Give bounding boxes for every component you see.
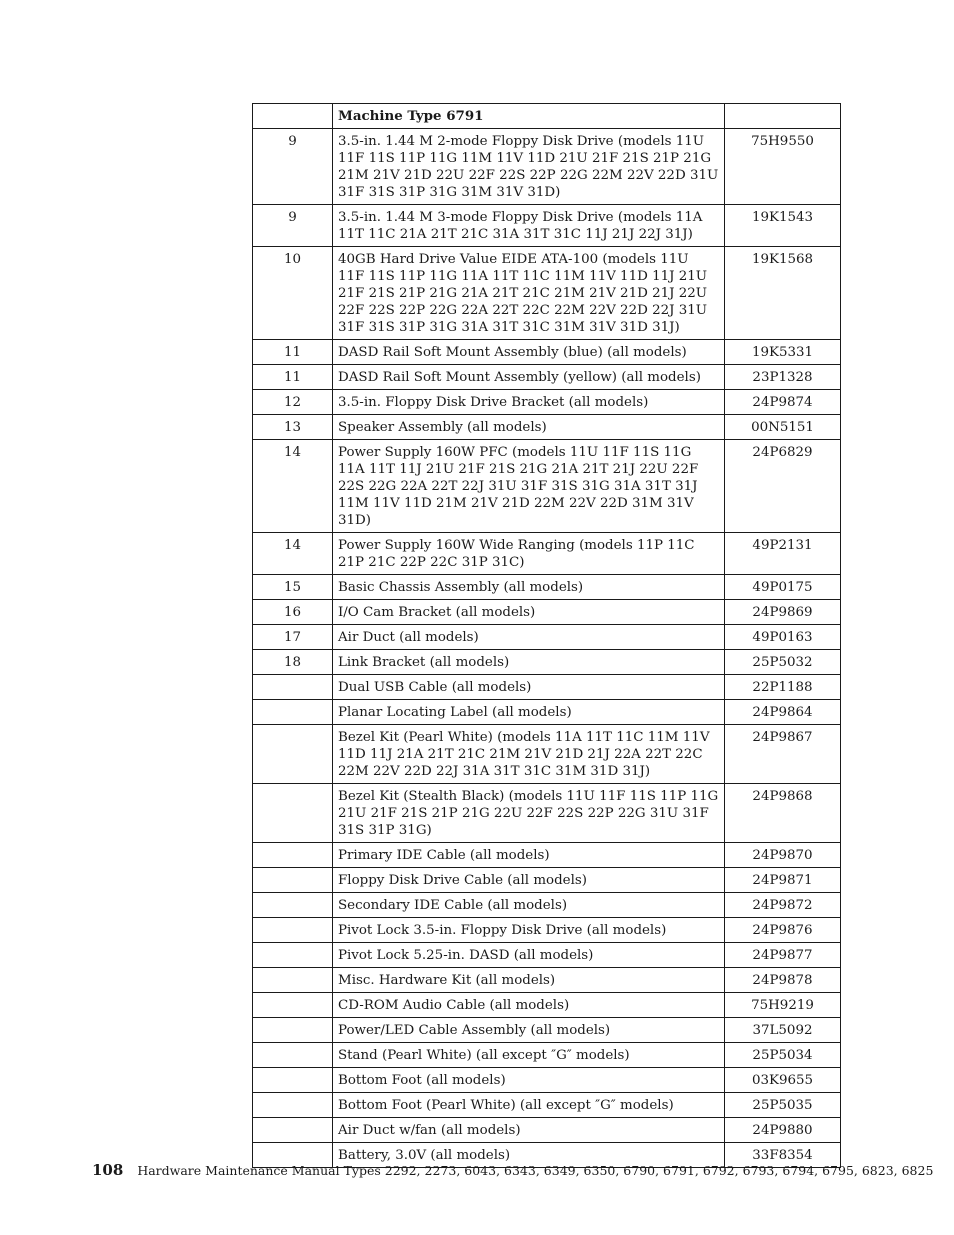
- fru-number-cell: 24P9878: [725, 968, 841, 993]
- description-cell: Pivot Lock 3.5-in. Floppy Disk Drive (all models): [333, 918, 725, 943]
- page-number: 108: [92, 1161, 124, 1179]
- table-row: [253, 843, 841, 868]
- description-cell: I/O Cam Bracket (all models): [333, 600, 725, 625]
- description-cell: 3.5-in. Floppy Disk Drive Bracket (all models): [333, 390, 725, 415]
- fru-number-cell: 19K1568: [725, 247, 841, 340]
- table-row: [253, 1043, 841, 1068]
- index-cell: [253, 993, 333, 1018]
- fru-number-cell: 75H9219: [725, 993, 841, 1018]
- table-row: [253, 205, 841, 247]
- fru-number-cell: 24P6829: [725, 440, 841, 533]
- description-cell: Bezel Kit (Stealth Black) (models 11U 11F 11S 11P 11G 21U 21F 21S 21P 21G 22U 22F 22S 22P 22G 31U 31F 31S 31P 31G): [333, 784, 725, 843]
- fru-number-cell: 24P9877: [725, 943, 841, 968]
- description-cell: Bottom Foot (all models): [333, 1068, 725, 1093]
- index-cell: [253, 968, 333, 993]
- description-cell: Stand (Pearl White) (all except ″G″ models): [333, 1043, 725, 1068]
- description-cell: Dual USB Cable (all models): [333, 675, 725, 700]
- fru-number-cell: 24P9868: [725, 784, 841, 843]
- fru-number-cell: 24P9880: [725, 1118, 841, 1143]
- table-row: [253, 365, 841, 390]
- fru-number-cell: 49P0163: [725, 625, 841, 650]
- fru-number-cell: 24P9870: [725, 843, 841, 868]
- index-cell: [253, 1118, 333, 1143]
- fru-number-cell: 24P9864: [725, 700, 841, 725]
- description-cell: Secondary IDE Cable (all models): [333, 893, 725, 918]
- table-row: [253, 1068, 841, 1093]
- index-cell: [253, 893, 333, 918]
- fru-number-cell: 00N5151: [725, 415, 841, 440]
- description-cell: Bezel Kit (Pearl White) (models 11A 11T 11C 11M 11V 11D 11J 21A 21T 21C 21M 21V 21D 21J 22A 22T 22C 22M 22V 22D 22J 31A 31T 31C 31M 31D 31J): [333, 725, 725, 784]
- index-cell: 11: [253, 365, 333, 390]
- index-cell: 11: [253, 340, 333, 365]
- index-cell: [253, 943, 333, 968]
- fru-number-cell: 24P9869: [725, 600, 841, 625]
- header-index-cell: [253, 104, 333, 129]
- index-cell: 14: [253, 440, 333, 533]
- description-cell: Pivot Lock 5.25-in. DASD (all models): [333, 943, 725, 968]
- table-row: [253, 784, 841, 843]
- index-cell: [253, 1068, 333, 1093]
- fru-number-cell: 23P1328: [725, 365, 841, 390]
- table-row: [253, 943, 841, 968]
- fru-number-cell: 25P5035: [725, 1093, 841, 1118]
- index-cell: 15: [253, 575, 333, 600]
- description-cell: 3.5-in. 1.44 M 2-mode Floppy Disk Drive (models 11U 11F 11S 11P 11G 11M 11V 11D 21U 21F 21S 21P 21G 21M 21V 21D 22U 22F 22S 22P 22G 22M 22V 22D 31U 31F 31S 31P 31G 31M 31V 31D): [333, 129, 725, 205]
- table-row: [253, 968, 841, 993]
- description-cell: Misc. Hardware Kit (all models): [333, 968, 725, 993]
- index-cell: 9: [253, 205, 333, 247]
- fru-number-cell: 25P5032: [725, 650, 841, 675]
- page-footer: [92, 1161, 933, 1179]
- table-row: [253, 415, 841, 440]
- header-machine-type: Machine Type 6791: [333, 104, 725, 129]
- table-row: [253, 700, 841, 725]
- description-cell: Power Supply 160W PFC (models 11U 11F 11S 11G 11A 11T 11J 21U 21F 21S 21G 21A 21T 21J 22U 22F 22S 22G 22A 22T 22J 31U 31F 31S 31G 31A 31T 31J 11M 11V 11D 21M 21V 21D 22M 22V 22D 31M 31V 31D): [333, 440, 725, 533]
- table-row: [253, 625, 841, 650]
- table-row: [253, 600, 841, 625]
- table-row: [253, 650, 841, 675]
- index-cell: [253, 700, 333, 725]
- description-cell: Air Duct w/fan (all models): [333, 1118, 725, 1143]
- table-row: [253, 575, 841, 600]
- index-cell: 14: [253, 533, 333, 575]
- fru-number-cell: 24P9871: [725, 868, 841, 893]
- description-cell: Floppy Disk Drive Cable (all models): [333, 868, 725, 893]
- fru-number-cell: 75H9550: [725, 129, 841, 205]
- fru-number-cell: 22P1188: [725, 675, 841, 700]
- table-row: [253, 129, 841, 205]
- fru-number-cell: 33F8354: [725, 1143, 841, 1168]
- description-cell: DASD Rail Soft Mount Assembly (yellow) (all models): [333, 365, 725, 390]
- index-cell: 12: [253, 390, 333, 415]
- index-cell: [253, 843, 333, 868]
- index-cell: 13: [253, 415, 333, 440]
- index-cell: 10: [253, 247, 333, 340]
- index-cell: [253, 918, 333, 943]
- parts-table: [252, 103, 841, 1168]
- index-cell: [253, 868, 333, 893]
- index-cell: [253, 1043, 333, 1068]
- description-cell: 3.5-in. 1.44 M 3-mode Floppy Disk Drive (models 11A 11T 11C 21A 21T 21C 31A 31T 31C 11J 21J 22J 31J): [333, 205, 725, 247]
- index-cell: 17: [253, 625, 333, 650]
- description-cell: Planar Locating Label (all models): [333, 700, 725, 725]
- description-cell: Power/LED Cable Assembly (all models): [333, 1018, 725, 1043]
- table-header-row: [253, 104, 841, 129]
- table-row: [253, 1118, 841, 1143]
- description-cell: Link Bracket (all models): [333, 650, 725, 675]
- index-cell: [253, 725, 333, 784]
- fru-number-cell: 37L5092: [725, 1018, 841, 1043]
- fru-number-cell: 24P9876: [725, 918, 841, 943]
- fru-number-cell: 24P9872: [725, 893, 841, 918]
- table-row: [253, 675, 841, 700]
- fru-number-cell: 49P2131: [725, 533, 841, 575]
- fru-number-cell: 25P5034: [725, 1043, 841, 1068]
- description-cell: Primary IDE Cable (all models): [333, 843, 725, 868]
- table-row: [253, 725, 841, 784]
- index-cell: 18: [253, 650, 333, 675]
- fru-number-cell: 24P9867: [725, 725, 841, 784]
- description-cell: Battery, 3.0V (all models): [333, 1143, 725, 1168]
- fru-number-cell: 19K1543: [725, 205, 841, 247]
- table-row: [253, 533, 841, 575]
- table-row: [253, 247, 841, 340]
- table-row: [253, 893, 841, 918]
- fru-number-cell: 24P9874: [725, 390, 841, 415]
- index-cell: [253, 675, 333, 700]
- index-cell: [253, 1018, 333, 1043]
- table-row: [253, 440, 841, 533]
- description-cell: DASD Rail Soft Mount Assembly (blue) (all models): [333, 340, 725, 365]
- header-fru-cell: [725, 104, 841, 129]
- fru-number-cell: 19K5331: [725, 340, 841, 365]
- description-cell: Speaker Assembly (all models): [333, 415, 725, 440]
- description-cell: Basic Chassis Assembly (all models): [333, 575, 725, 600]
- fru-number-cell: 49P0175: [725, 575, 841, 600]
- table-row: [253, 390, 841, 415]
- index-cell: 9: [253, 129, 333, 205]
- index-cell: 16: [253, 600, 333, 625]
- description-cell: Bottom Foot (Pearl White) (all except ″G″ models): [333, 1093, 725, 1118]
- parts-table-body: [253, 129, 841, 1168]
- index-cell: [253, 1093, 333, 1118]
- table-row: [253, 1093, 841, 1118]
- table-row: [253, 993, 841, 1018]
- table-row: [253, 1018, 841, 1043]
- description-cell: CD-ROM Audio Cable (all models): [333, 993, 725, 1018]
- description-cell: 40GB Hard Drive Value EIDE ATA-100 (models 11U 11F 11S 11P 11G 11A 11T 11C 11M 11V 11D 11J 21U 21F 21S 21P 21G 21A 21T 21C 21M 21V 21D 21J 22U 22F 22S 22P 22G 22A 22T 22C 22M 22V 22D 22J 31U 31F 31S 31P 31G 31A 31T 31C 31M 31V 31D 31J): [333, 247, 725, 340]
- fru-number-cell: 03K9655: [725, 1068, 841, 1093]
- description-cell: Power Supply 160W Wide Ranging (models 11P 11C 21P 21C 22P 22C 31P 31C): [333, 533, 725, 575]
- index-cell: [253, 784, 333, 843]
- table-row: [253, 868, 841, 893]
- description-cell: Air Duct (all models): [333, 625, 725, 650]
- table-row: [253, 340, 841, 365]
- footer-title: Hardware Maintenance Manual Types 2292, 2273, 6043, 6343, 6349, 6350, 6790, 6791, 6792, 6793, 6794, 6795, 6823, 6825: [137, 1163, 934, 1178]
- table-row: [253, 918, 841, 943]
